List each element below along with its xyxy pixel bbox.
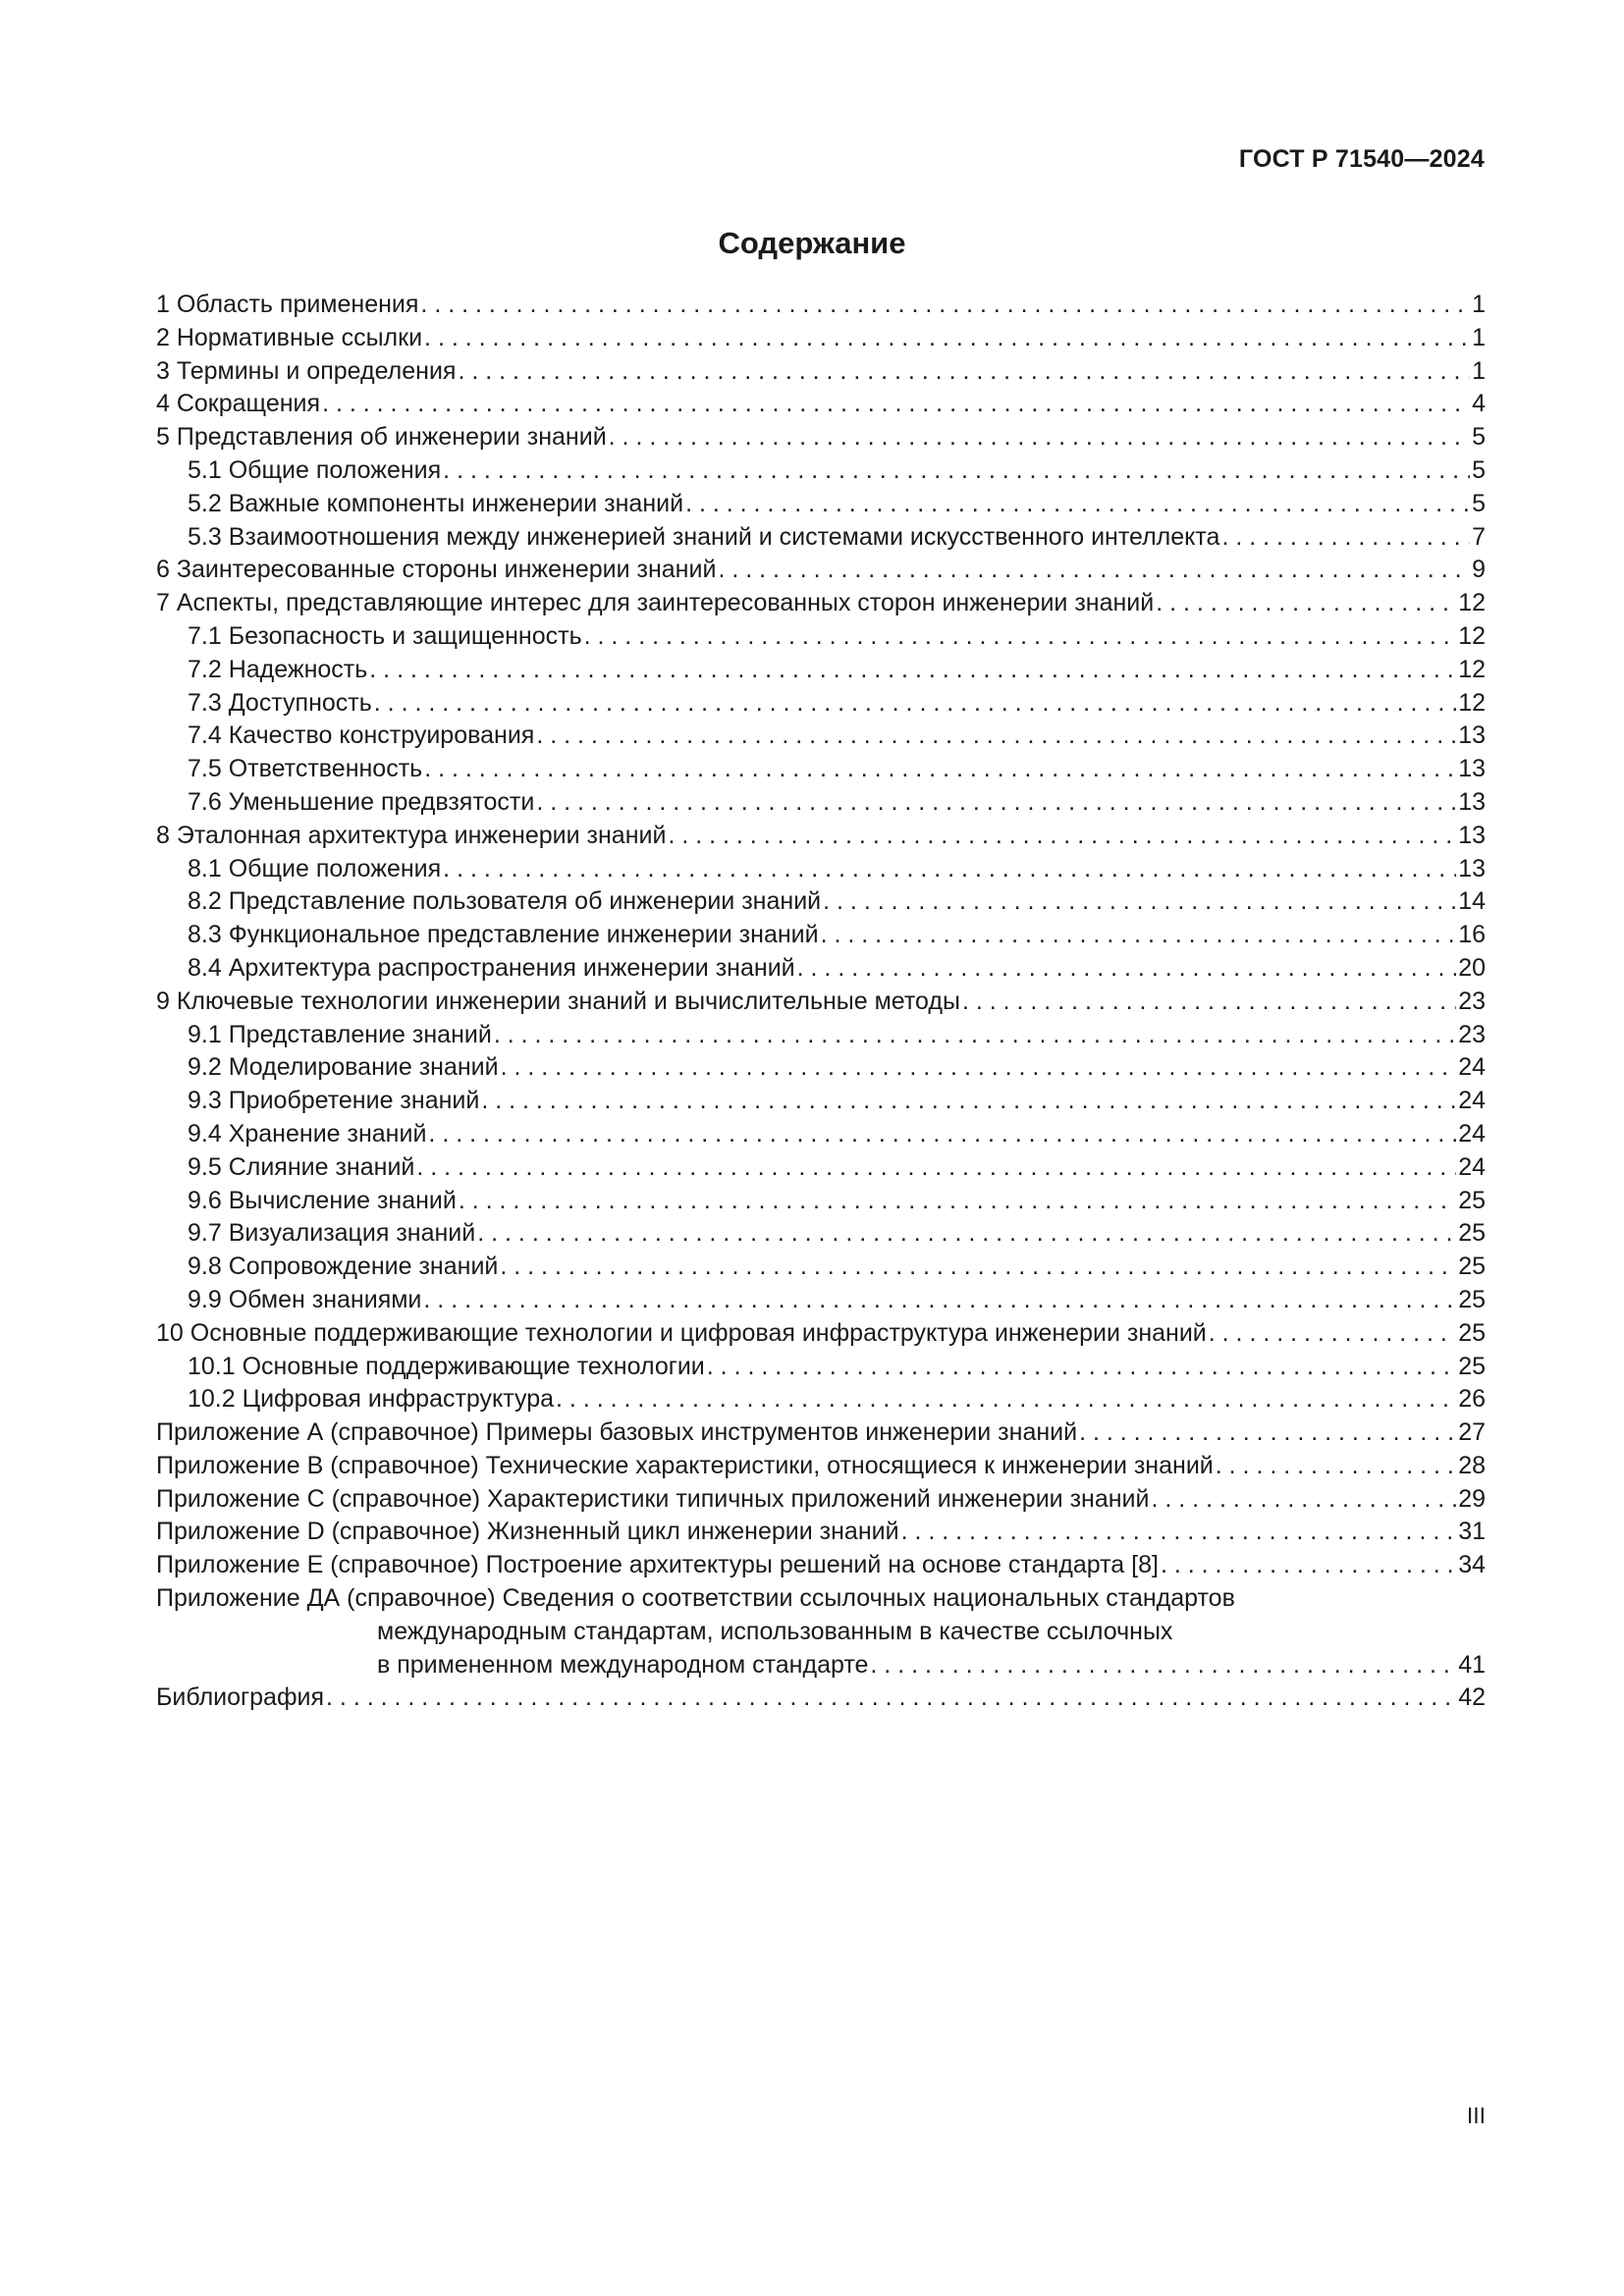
- dot-leader: [424, 753, 1456, 786]
- toc-entry-last-line: [156, 1649, 1486, 1682]
- toc-entry-page: 9: [1472, 556, 1486, 584]
- toc-entry[interactable]: [156, 521, 1486, 555]
- toc-entry[interactable]: [156, 1151, 1486, 1185]
- dot-leader: [481, 1085, 1456, 1118]
- toc-entry[interactable]: [156, 322, 1486, 355]
- toc-entry-label: 9.9 Обмен знаниями: [188, 1285, 422, 1313]
- toc-entry-label: 7.3 Доступность: [188, 688, 372, 717]
- toc-entry-label: 8 Эталонная архитектура инженерии знаний: [156, 821, 667, 849]
- toc-entry-page: 13: [1458, 787, 1486, 816]
- toc-entry-label: 8.2 Представление пользователя об инженерии знаний: [188, 887, 822, 916]
- toc-entry-label: 9 Ключевые технологии инженерии знаний и вычислительные методы: [156, 987, 960, 1015]
- toc-entry[interactable]: [156, 654, 1486, 687]
- toc-entry[interactable]: [156, 720, 1486, 753]
- toc-entry-page: 1: [1472, 356, 1486, 385]
- dot-leader: [459, 1185, 1456, 1218]
- toc-entry-label: 9.5 Слияние знаний: [188, 1152, 415, 1181]
- toc-entry-page: 23: [1458, 987, 1486, 1015]
- toc-entry[interactable]: [156, 753, 1486, 786]
- toc-entry-page: 24: [1458, 1053, 1486, 1082]
- toc-entry-label: 5.1 Общие положения: [188, 455, 442, 484]
- toc-entry[interactable]: [156, 1019, 1486, 1052]
- toc-entry-label: 9.8 Сопровождение знаний: [188, 1253, 499, 1281]
- dot-leader: [668, 820, 1456, 853]
- toc-entry-page: 13: [1458, 755, 1486, 783]
- toc-entry-label: 9.1 Представление знаний: [188, 1020, 492, 1048]
- toc-entry-appendix-da[interactable]: [156, 1582, 1486, 1682]
- toc-entry-label: 3 Термины и определения: [156, 356, 457, 385]
- page-title: Содержание: [718, 226, 906, 260]
- toc-entry-label: 5 Представления об инженерии знаний: [156, 423, 607, 452]
- toc-entry[interactable]: [156, 1416, 1486, 1450]
- toc-entry-page: 42: [1458, 1683, 1486, 1712]
- toc-entry-page: 4: [1472, 390, 1486, 418]
- toc-entry[interactable]: [156, 952, 1486, 986]
- toc-entry[interactable]: [156, 1351, 1486, 1384]
- dot-leader: [443, 853, 1456, 886]
- toc-entry-page: 28: [1458, 1451, 1486, 1479]
- toc-entry-label: 7 Аспекты, представляющие интерес для заинтересованных сторон инженерии знаний: [156, 589, 1155, 617]
- toc-entry-label: Библиография: [156, 1683, 325, 1712]
- toc-entry-page: 12: [1458, 589, 1486, 617]
- dot-leader: [1216, 1450, 1456, 1483]
- dot-leader: [1079, 1416, 1456, 1450]
- toc-entry-page: 25: [1458, 1219, 1486, 1248]
- toc-entry-label: 1 Область применения: [156, 291, 419, 318]
- toc-entry-label: 9.7 Визуализация знаний: [188, 1219, 476, 1248]
- dot-leader: [326, 1682, 1456, 1715]
- toc-entry-label: 9.4 Хранение знаний: [188, 1119, 427, 1148]
- toc-entry[interactable]: [156, 1185, 1486, 1218]
- table-of-contents: [156, 289, 1486, 1715]
- dot-leader: [1152, 1483, 1457, 1517]
- toc-entry-label: 4 Сокращения: [156, 390, 321, 418]
- toc-entry-page: 34: [1458, 1551, 1486, 1579]
- toc-entry[interactable]: [156, 786, 1486, 820]
- dot-leader: [718, 554, 1470, 587]
- dot-leader: [609, 421, 1470, 454]
- dot-leader: [1221, 521, 1470, 555]
- dot-leader: [1161, 1549, 1456, 1582]
- toc-entry[interactable]: [156, 820, 1486, 853]
- toc-entry-page: 27: [1458, 1418, 1486, 1447]
- toc-entry-bibliography[interactable]: [156, 1682, 1486, 1715]
- dot-leader: [374, 687, 1456, 721]
- toc-entry-page: 25: [1458, 1352, 1486, 1380]
- toc-entry[interactable]: [156, 1516, 1486, 1549]
- toc-entry[interactable]: [156, 687, 1486, 721]
- dot-leader: [443, 454, 1470, 488]
- toc-entry-page: 5: [1472, 423, 1486, 452]
- dot-leader: [423, 1284, 1456, 1317]
- dot-leader: [584, 620, 1457, 654]
- dot-leader: [823, 885, 1456, 919]
- dot-leader: [494, 1019, 1456, 1052]
- toc-entry-label: 8.4 Архитектура распространения инженерии знаний: [188, 953, 795, 982]
- toc-entry-page: 25: [1458, 1318, 1486, 1347]
- toc-entry-label: 10.2 Цифровая инфраструктура: [188, 1385, 555, 1414]
- toc-entry[interactable]: [156, 1085, 1486, 1118]
- dot-leader: [322, 388, 1470, 421]
- toc-entry-page: 24: [1458, 1087, 1486, 1115]
- toc-entry-label: 5.2 Важные компоненты инженерии знаний: [188, 489, 684, 517]
- toc-entry-page: 5: [1472, 455, 1486, 484]
- toc-entry[interactable]: [156, 1450, 1486, 1483]
- toc-entry-page: 26: [1458, 1385, 1486, 1414]
- toc-entry-label-continuation: в примененном международном стандарте: [377, 1650, 869, 1679]
- toc-entry-page: 12: [1458, 655, 1486, 683]
- toc-entry-page: 41: [1458, 1650, 1486, 1679]
- toc-entry-label: 7.1 Безопасность и защищенность: [188, 621, 582, 650]
- dot-leader: [420, 289, 1470, 322]
- toc-entry-label: Приложение А (справочное) Примеры базовых инструментов инженерии знаний: [156, 1418, 1078, 1447]
- toc-entry[interactable]: [156, 1483, 1486, 1517]
- dot-leader: [901, 1516, 1457, 1549]
- toc-entry-label: Приложение С (справочное) Характеристики типичных приложений инженерии знаний: [156, 1484, 1150, 1513]
- toc-entry-page: 12: [1458, 621, 1486, 650]
- toc-entry-page: 14: [1458, 887, 1486, 916]
- toc-entry-page: 13: [1458, 854, 1486, 882]
- dot-leader: [556, 1383, 1456, 1416]
- page-number: III: [1466, 2103, 1486, 2128]
- toc-entry[interactable]: [156, 454, 1486, 488]
- toc-entry-page: 1: [1472, 323, 1486, 351]
- toc-entry[interactable]: [156, 1251, 1486, 1284]
- dot-leader: [369, 654, 1456, 687]
- toc-entry-label: 2 Нормативные ссылки: [156, 323, 423, 351]
- toc-entry[interactable]: [156, 1317, 1486, 1351]
- toc-entry-page: 12: [1458, 688, 1486, 717]
- toc-entry[interactable]: [156, 986, 1486, 1019]
- toc-entry-label: 7.4 Качество конструирования: [188, 721, 535, 750]
- toc-entry-label: 5.3 Взаимоотношения между инженерией знаний и системами искусственного интеллекта: [188, 522, 1220, 551]
- dot-leader: [424, 322, 1470, 355]
- dot-leader: [416, 1151, 1456, 1185]
- toc-entry[interactable]: [156, 488, 1486, 521]
- toc-entry-label: 7.5 Ответственность: [188, 755, 423, 783]
- toc-entry-page: 1: [1472, 291, 1486, 318]
- toc-entry-label: 6 Заинтересованные стороны инженерии знаний: [156, 556, 717, 584]
- toc-entry[interactable]: [156, 919, 1486, 952]
- toc-entry-label: 9.6 Вычисление знаний: [188, 1186, 457, 1214]
- toc-entry-page: 25: [1458, 1253, 1486, 1281]
- toc-entry[interactable]: [156, 1284, 1486, 1317]
- toc-entry-label: 7.6 Уменьшение предвзятости: [188, 787, 535, 816]
- toc-entry-page: 5: [1472, 489, 1486, 517]
- toc-entry[interactable]: [156, 587, 1486, 620]
- toc-entry-label: 8.1 Общие положения: [188, 854, 442, 882]
- dot-leader: [1209, 1317, 1456, 1351]
- toc-entry[interactable]: [156, 1549, 1486, 1582]
- toc-entry-page: 13: [1458, 721, 1486, 750]
- dot-leader: [685, 488, 1470, 521]
- toc-entry-label: 9.2 Моделирование знаний: [188, 1053, 499, 1082]
- toc-entry[interactable]: [156, 388, 1486, 421]
- toc-entry[interactable]: [156, 853, 1486, 886]
- toc-entry-page: 25: [1458, 1285, 1486, 1313]
- toc-entry-page: 24: [1458, 1119, 1486, 1148]
- dot-leader: [500, 1251, 1456, 1284]
- toc-entry-page: 20: [1458, 953, 1486, 982]
- toc-entry-page: 13: [1458, 821, 1486, 849]
- toc-entry[interactable]: [156, 1118, 1486, 1151]
- toc-entry-page: 7: [1472, 522, 1486, 551]
- dot-leader: [536, 720, 1456, 753]
- dot-leader: [1156, 587, 1456, 620]
- toc-entry-label: 10 Основные поддерживающие технологии и цифровая инфраструктура инженерии знаний: [156, 1318, 1207, 1347]
- dot-leader: [707, 1351, 1456, 1384]
- toc-entry[interactable]: [156, 885, 1486, 919]
- dot-leader: [428, 1118, 1456, 1151]
- toc-entry[interactable]: [156, 421, 1486, 454]
- dot-leader: [870, 1649, 1456, 1682]
- toc-entry[interactable]: [156, 554, 1486, 587]
- toc-entry-page: 29: [1458, 1484, 1486, 1513]
- toc-entry-label: Приложение D (справочное) Жизненный цикл инженерии знаний: [156, 1518, 899, 1546]
- toc-entry[interactable]: [156, 355, 1486, 389]
- dot-leader: [797, 952, 1457, 986]
- dot-leader: [501, 1051, 1457, 1085]
- toc-entry-page: 24: [1458, 1152, 1486, 1181]
- toc-entry-label: Приложение В (справочное) Технические характеристики, относящиеся к инженерии знаний: [156, 1451, 1214, 1479]
- toc-entry-page: 23: [1458, 1020, 1486, 1048]
- dot-leader: [821, 919, 1457, 952]
- dot-leader: [962, 986, 1456, 1019]
- toc-entry-page: 16: [1458, 921, 1486, 949]
- toc-entry-label: Приложение Е (справочное) Построение архитектуры решений на основе стандарта [8]: [156, 1551, 1159, 1579]
- toc-entry-label: 7.2 Надежность: [188, 655, 368, 683]
- toc-entry-label-continuation: международным стандартам, использованным в качестве ссылочных: [377, 1617, 1173, 1645]
- toc-list: [156, 289, 1486, 1582]
- toc-entry-label: 9.3 Приобретение знаний: [188, 1087, 480, 1115]
- dot-leader: [536, 786, 1456, 820]
- toc-entry-label: 8.3 Функциональное представление инженерии знаний: [188, 921, 819, 949]
- dot-leader: [458, 355, 1470, 389]
- document-code: ГОСТ Р 71540—2024: [1238, 145, 1485, 173]
- toc-entry-page: 25: [1458, 1186, 1486, 1214]
- toc-entry[interactable]: [156, 620, 1486, 654]
- dot-leader: [477, 1217, 1456, 1251]
- toc-entry[interactable]: [156, 1217, 1486, 1251]
- toc-entry-label: Приложение ДА (справочное) Сведения о соответствии ссылочных национальных стандартов: [156, 1584, 1235, 1613]
- toc-entry[interactable]: [156, 1383, 1486, 1416]
- toc-entry[interactable]: [156, 1051, 1486, 1085]
- toc-entry-label: 10.1 Основные поддерживающие технологии: [188, 1352, 705, 1380]
- toc-entry-page: 31: [1458, 1518, 1486, 1546]
- toc-entry[interactable]: [156, 289, 1486, 322]
